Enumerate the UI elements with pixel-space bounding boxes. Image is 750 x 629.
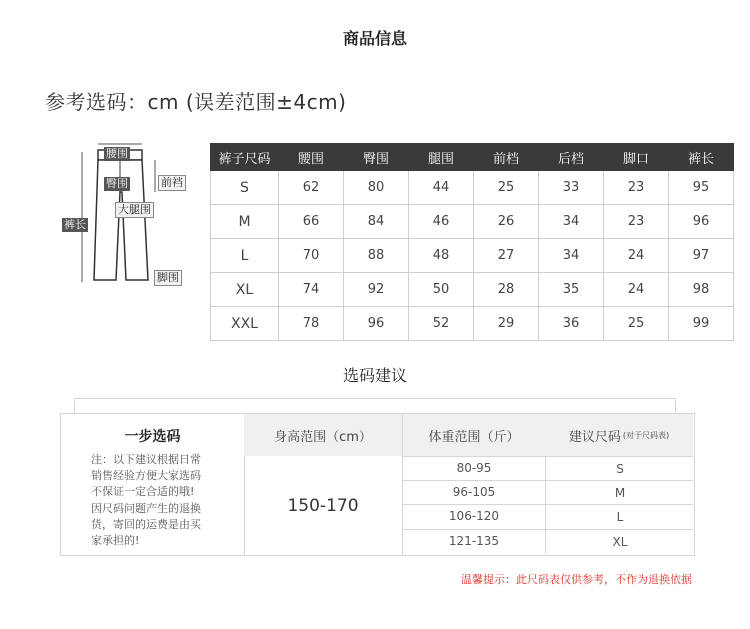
diagram-label-hip: 臀围	[106, 177, 128, 190]
table-cell: 34	[539, 205, 604, 239]
col-header: 裤子尺码	[211, 144, 279, 171]
table-cell: 96	[669, 205, 734, 239]
advice-row	[403, 529, 693, 554]
table-cell: XXL	[211, 307, 279, 341]
table-cell: S	[211, 171, 279, 205]
size-value: M	[545, 481, 694, 505]
size-table	[210, 143, 734, 341]
table-cell: 28	[474, 273, 539, 307]
section-title-size-advice: 选码建议	[342, 366, 407, 385]
size-value: L	[545, 505, 694, 529]
size-value: S	[545, 457, 694, 481]
table-cell: 52	[409, 307, 474, 341]
table-cell: 62	[279, 171, 344, 205]
weight-value: 96-105	[452, 485, 496, 499]
weight-value: 80-95	[456, 461, 492, 475]
table-cell: 36	[539, 307, 604, 341]
table-cell: 44	[409, 171, 474, 205]
size-value: XL	[545, 530, 694, 554]
diagram-label-front-rise: 前裆	[158, 175, 186, 191]
height-value: 150-170	[244, 456, 403, 555]
reference-size-title: 参考选码：cm (误差范围±4cm)	[45, 90, 347, 114]
table-cell: 96	[344, 307, 409, 341]
table-cell: 35	[539, 273, 604, 307]
table-cell: 84	[344, 205, 409, 239]
col-header: 前档	[474, 144, 539, 171]
weight-value: 106-120	[448, 509, 500, 523]
table-cell: 27	[474, 239, 539, 273]
table-cell: 88	[344, 239, 409, 273]
table-cell: 99	[669, 307, 734, 341]
size-header-label: 建议尺码	[568, 429, 621, 445]
table-cell: 50	[409, 273, 474, 307]
table-cell: 26	[474, 205, 539, 239]
table-cell: 24	[604, 273, 669, 307]
diagram-label-thigh: 大腿围	[115, 202, 154, 218]
step-title: 一步选码	[124, 429, 181, 445]
table-row	[211, 273, 734, 307]
table-cell: 78	[279, 307, 344, 341]
table-cell: XL	[211, 273, 279, 307]
advice-row	[403, 480, 693, 505]
col-header: 腿围	[409, 144, 474, 171]
size-advice-panel	[60, 413, 695, 556]
table-row	[211, 171, 734, 205]
table-cell: 23	[604, 205, 669, 239]
diagram-label-waist: 腰围	[106, 147, 128, 160]
table-cell: 33	[539, 171, 604, 205]
table-row	[211, 205, 734, 239]
size-header-note: (对于尺码表)	[622, 430, 670, 440]
diagram-label-length: 裤长	[64, 218, 86, 231]
weight-header	[403, 414, 545, 456]
table-cell: 29	[474, 307, 539, 341]
weight-value: 121-135	[448, 534, 500, 548]
diagram-label-hem: 脚围	[154, 270, 182, 286]
col-header: 裤长	[669, 144, 734, 171]
table-row	[211, 239, 734, 273]
advice-row	[403, 456, 693, 481]
table-cell: 98	[669, 273, 734, 307]
table-cell: 97	[669, 239, 734, 273]
table-cell: M	[211, 205, 279, 239]
pants-diagram	[60, 140, 200, 300]
table-cell: 66	[279, 205, 344, 239]
col-header: 臀围	[344, 144, 409, 171]
table-cell: 95	[669, 171, 734, 205]
table-cell: 34	[539, 239, 604, 273]
table-row	[211, 307, 734, 341]
table-cell: 74	[279, 273, 344, 307]
table-cell: 24	[604, 239, 669, 273]
table-cell: 25	[604, 307, 669, 341]
table-cell: 46	[409, 205, 474, 239]
advice-note-column	[61, 414, 245, 555]
table-cell: L	[211, 239, 279, 273]
table-cell: 80	[344, 171, 409, 205]
advice-row	[403, 504, 693, 529]
return-note: 因尺码问题产生的退换 货，寄回的运费是由买 家承担的!	[91, 502, 201, 547]
advice-note: 注：以下建议根据日常 销售经验方便大家选码 不保证一定合适的哦!	[91, 453, 201, 498]
size-table-header	[211, 144, 734, 171]
table-cell: 70	[279, 239, 344, 273]
height-header	[244, 414, 403, 456]
col-header: 脚口	[604, 144, 669, 171]
table-cell: 48	[409, 239, 474, 273]
size-header	[545, 414, 693, 456]
col-header: 腰围	[279, 144, 344, 171]
table-cell: 23	[604, 171, 669, 205]
height-header-label: 身高范围（cm）	[274, 429, 372, 445]
warm-tip: 温馨提示：此尺码表仅供参考，不作为退换依据	[461, 573, 692, 586]
weight-header-label: 体重范围（斤）	[428, 429, 520, 445]
page-title: 商品信息	[342, 29, 407, 48]
table-cell: 92	[344, 273, 409, 307]
col-header: 后档	[539, 144, 604, 171]
table-cell: 25	[474, 171, 539, 205]
